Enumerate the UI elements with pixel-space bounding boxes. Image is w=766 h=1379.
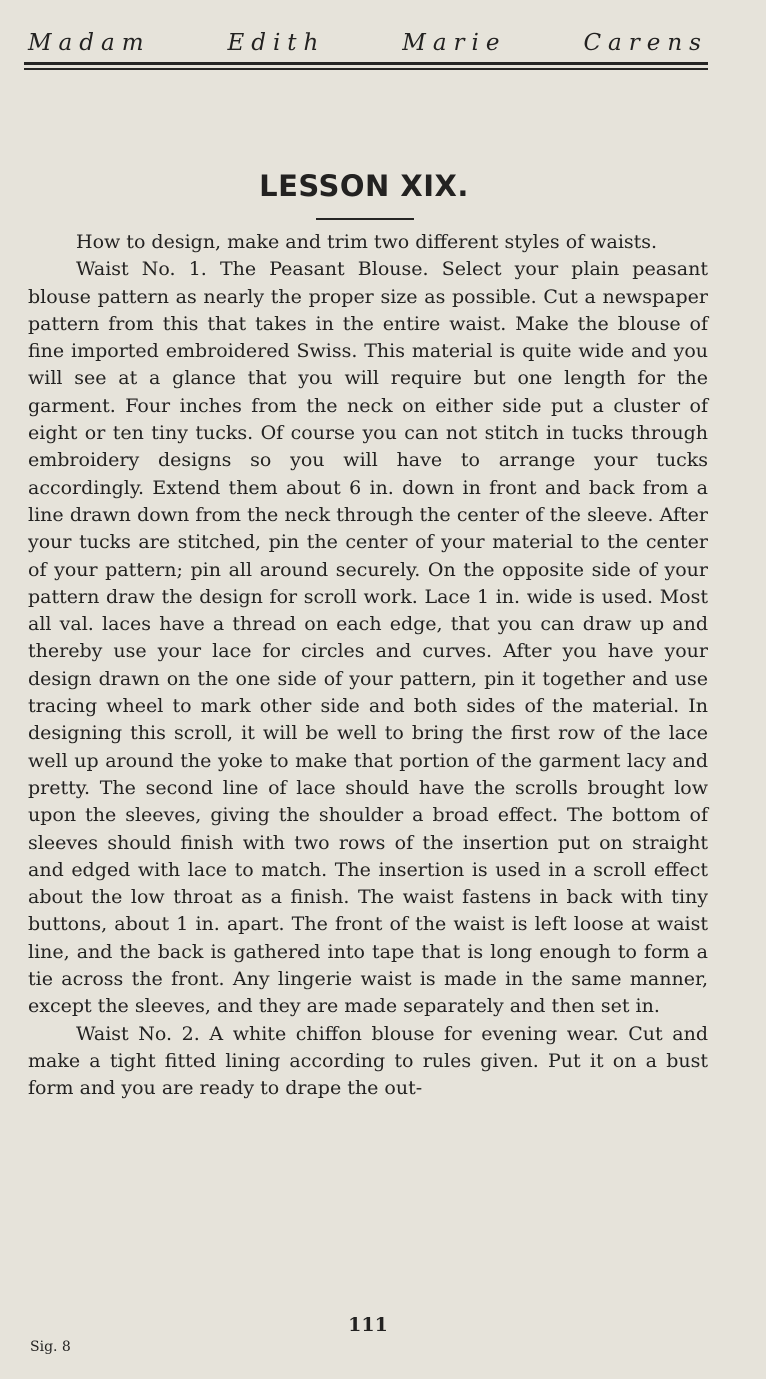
page-number: 111 — [348, 1314, 388, 1336]
body-text — [28, 229, 708, 1103]
lesson-title: LESSON XIX. — [259, 169, 469, 203]
paragraph-waist-2: Waist No. 2. A white chiffon blouse for evening wear. Cut and make a tight fitted lining according to rules given. Put it on a bust form and you are ready to drape the out- — [28, 1022, 708, 1100]
header-rule-thick — [24, 62, 708, 65]
header-rule-thin — [24, 68, 708, 70]
running-head-word: Edith — [227, 30, 326, 56]
signature-mark: Sig. 8 — [30, 1339, 71, 1355]
running-head-word: Madam — [28, 30, 151, 56]
title-rule — [316, 218, 414, 220]
running-head-word: Marie — [402, 30, 507, 56]
running-head-word: Carens — [583, 30, 708, 56]
paragraph-intro: How to design, make and trim two different styles of waists. — [76, 231, 658, 253]
paragraph-waist-1: Waist No. 1. The Peasant Blouse. Select your plain peasant blouse pattern as nearly the proper size as possible. Cut a newspaper pattern from this that takes in the entire waist. Make the blouse of fine imported embroidered Swiss. This material is quite wide and you will see at a glance that you will require but one length for the garment. Four inches from the neck on either side put a cluster of eight or ten tiny tucks. Of course you can not stitch in tucks through embroidery designs so you will have to arrange your tucks accordingly. Extend them about 6 in. down in front and back from a line drawn down from the neck through the center of the sleeve. After your tucks are stitched, pin the center of your material to the center of your pattern; pin all around securely. On the opposite side of your pattern draw the design for scroll work. Lace 1 in. wide is used. Most all val. laces have a thread on each edge, that you can draw up and thereby use your lace for circles and curves. After you have your design drawn on the one side of your pattern, pin it together and use tracing wheel to mark other side and both sides of the material. In designing this scroll, it will be well to bring the first row of the lace well up around the yoke to make that portion of the garment lacy and pretty. The second line of lace should have the scrolls brought low upon the sleeves, giving the shoulder a broad effect. The bottom of sleeves should finish with two rows of the insertion put on straight and edged with lace to match. The insertion is used in a scroll effect about the low throat as a finish. The waist fastens in back with tiny buttons, about 1 in. apart. The front of the waist is left loose at waist line, and the back is gathered into tape that is long enough to form a tie across the front. Any lingerie waist is made in the same manner, except the sleeves, and they are made separately and then set in. — [28, 258, 708, 1018]
running-head — [28, 28, 708, 58]
